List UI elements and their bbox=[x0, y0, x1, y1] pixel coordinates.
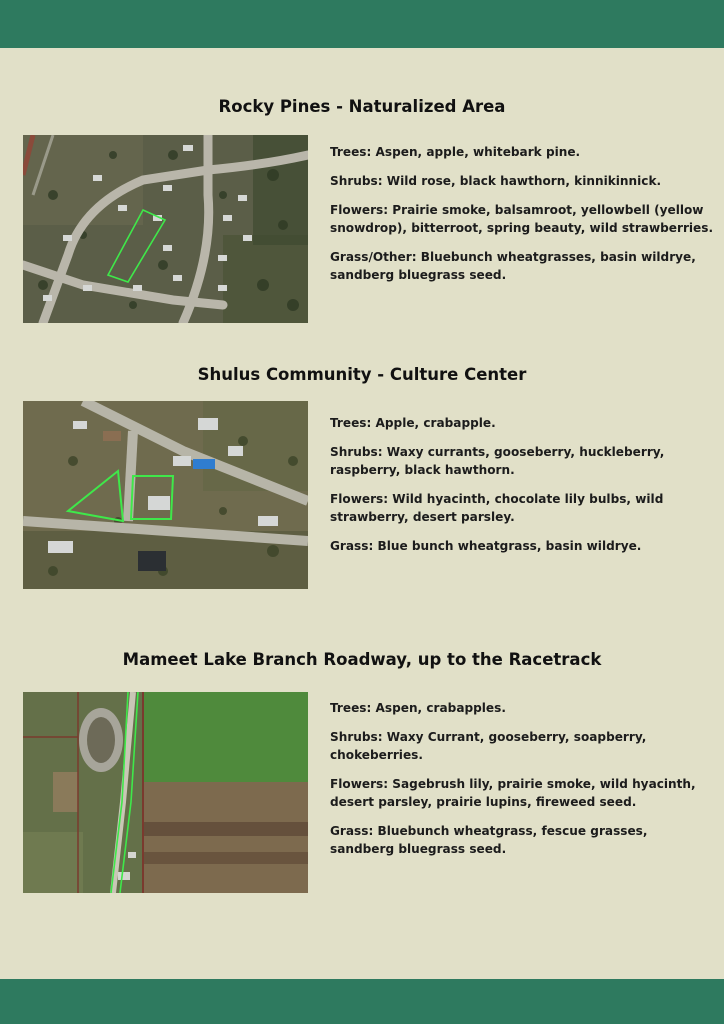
plant-list-rocky-pines bbox=[330, 143, 715, 295]
plant-line: Grass/Other: Bluebunch wheatgrasses, basin wildrye, sandberg bluegrass seed. bbox=[330, 250, 696, 282]
plant-line: Trees: Apple, crabapple. bbox=[330, 416, 496, 430]
plant-line: Shrubs: Waxy Currant, gooseberry, soapberry, chokeberries. bbox=[330, 730, 647, 762]
section-title-mameet-lake: Mameet Lake Branch Roadway, up to the Racetrack bbox=[122, 650, 602, 669]
bottom-banner bbox=[0, 979, 724, 1024]
satellite-map-rocky-pines-icon bbox=[23, 135, 308, 323]
plant-line: Flowers: Prairie smoke, balsamroot, yellowbell (yellow snowdrop), bitterroot, spring beauty, wild strawberries. bbox=[330, 203, 714, 235]
plant-line: Grass: Blue bunch wheatgrass, basin wildrye. bbox=[330, 539, 642, 553]
plant-line: Trees: Aspen, apple, whitebark pine. bbox=[330, 145, 581, 159]
plant-line: Shrubs: Wild rose, black hawthorn, kinnikinnick. bbox=[330, 174, 662, 188]
plant-line: Grass: Bluebunch wheatgrass, fescue grasses, sandberg bluegrass seed. bbox=[330, 824, 648, 856]
plant-list-mameet-lake bbox=[330, 699, 715, 869]
plant-line: Trees: Aspen, crabapples. bbox=[330, 701, 506, 715]
plant-list-shulus bbox=[330, 414, 715, 566]
plant-line: Flowers: Wild hyacinth, chocolate lily bulbs, wild strawberry, desert parsley. bbox=[330, 492, 664, 524]
satellite-map-shulus-icon bbox=[23, 401, 308, 589]
section-title-rocky-pines: Rocky Pines - Naturalized Area bbox=[218, 97, 506, 116]
section-title-shulus: Shulus Community - Culture Center bbox=[197, 365, 527, 384]
satellite-map-mameet-lake-icon bbox=[23, 692, 308, 893]
plant-line: Flowers: Sagebrush lily, prairie smoke, wild hyacinth, desert parsley, prairie lupins, fireweed seed. bbox=[330, 777, 696, 809]
top-banner bbox=[0, 0, 724, 48]
plant-line: Shrubs: Waxy currants, gooseberry, huckleberry, raspberry, black hawthorn. bbox=[330, 445, 665, 477]
